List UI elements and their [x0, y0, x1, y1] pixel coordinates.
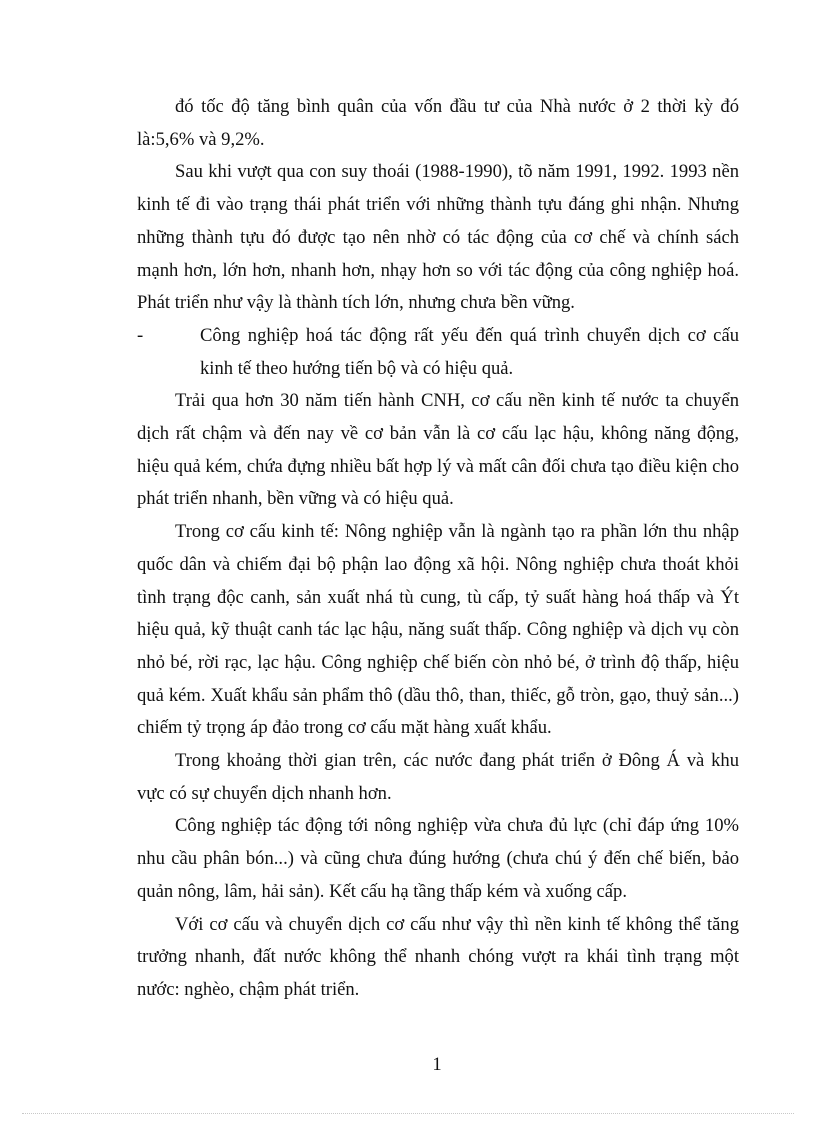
document-body	[137, 91, 739, 1007]
bullet-item	[137, 320, 739, 385]
bullet-marker: -	[137, 324, 144, 346]
page-footer-divider	[22, 1113, 794, 1114]
paragraph: Trải qua hơn 30 năm tiến hành CNH, cơ cấu nền kinh tế nước ta chuyển dịch rất chậm và đến nay về cơ bản vẫn là cơ cấu lạc hậu, không năng động, hiệu quả kém, chứa đựng nhiều bất hợp lý và mất cân đối chưa tạo điều kiện cho phát triển nhanh, bền vững và có hiệu quả.	[137, 390, 739, 510]
paragraph: Trong cơ cấu kinh tế: Nông nghiệp vẫn là ngành tạo ra phần lớn thu nhập quốc dân và chiếm đại bộ phận lao động xã hội. Nông nghiệp chưa thoát khỏi tình trạng độc canh, sản xuất nhá tù cung, tù cấp, tỷ suất hàng hoá thấp và Ýt hiệu quả, kỹ thuật canh tác lạc hậu, năng suất thấp. Công nghiệp và dịch vụ còn nhỏ bé, rời rạc, lạc hậu. Công nghiệp chế biến còn nhỏ bé, ở trình độ thấp, hiệu quả kém. Xuất khẩu sản phẩm thô (dầu thô, than, thiếc, gỗ tròn, gạo, thuỷ sản...) chiếm tỷ trọng áp đảo trong cơ cấu mặt hàng xuất khẩu.	[137, 521, 739, 739]
page-number: 1	[432, 1054, 442, 1075]
paragraph: Công nghiệp tác động tới nông nghiệp vừa chưa đủ lực (chỉ đáp ứng 10% nhu cầu phân bón...) và cũng chưa đúng hướng (chưa chú ý đến chế biến, bảo quản nông, lâm, hải sản). Kết cấu hạ tầng thấp kém và xuống cấp.	[137, 815, 739, 902]
paragraph: Trong khoảng thời gian trên, các nước đang phát triển ở Đông Á và khu vực có sự chuyển dịch nhanh hơn.	[137, 750, 739, 804]
paragraph: Sau khi vượt qua con suy thoái (1988-1990), tõ năm 1991, 1992. 1993 nền kinh tế đi vào trạng thái phát triển với những thành tựu đáng ghi nhận. Nhưng những thành tựu đó được tạo nên nhờ có tác động của cơ chế và chính sách mạnh hơn, lớn hơn, nhanh hơn, nhạy hơn so với tác động của công nghiệp hoá. Phát triển như vậy là thành tích lớn, nhưng chưa bền vững.	[137, 161, 739, 314]
bullet-text: Công nghiệp hoá tác động rất yếu đến quá trình chuyển dịch cơ cấu kinh tế theo hướng tiến bộ và có hiệu quả.	[200, 324, 739, 379]
paragraph: Với cơ cấu và chuyển dịch cơ cấu như vậy thì nền kinh tế không thể tăng trưởng nhanh, đất nước không thể nhanh chóng vượt ra khái tình trạng một nước: nghèo, chậm phát triển.	[137, 913, 739, 1000]
paragraph-continuation: đó tốc độ tăng bình quân của vốn đầu tư của Nhà nước ở 2 thời kỳ đó là:5,6% và 9,2%.	[137, 96, 739, 150]
